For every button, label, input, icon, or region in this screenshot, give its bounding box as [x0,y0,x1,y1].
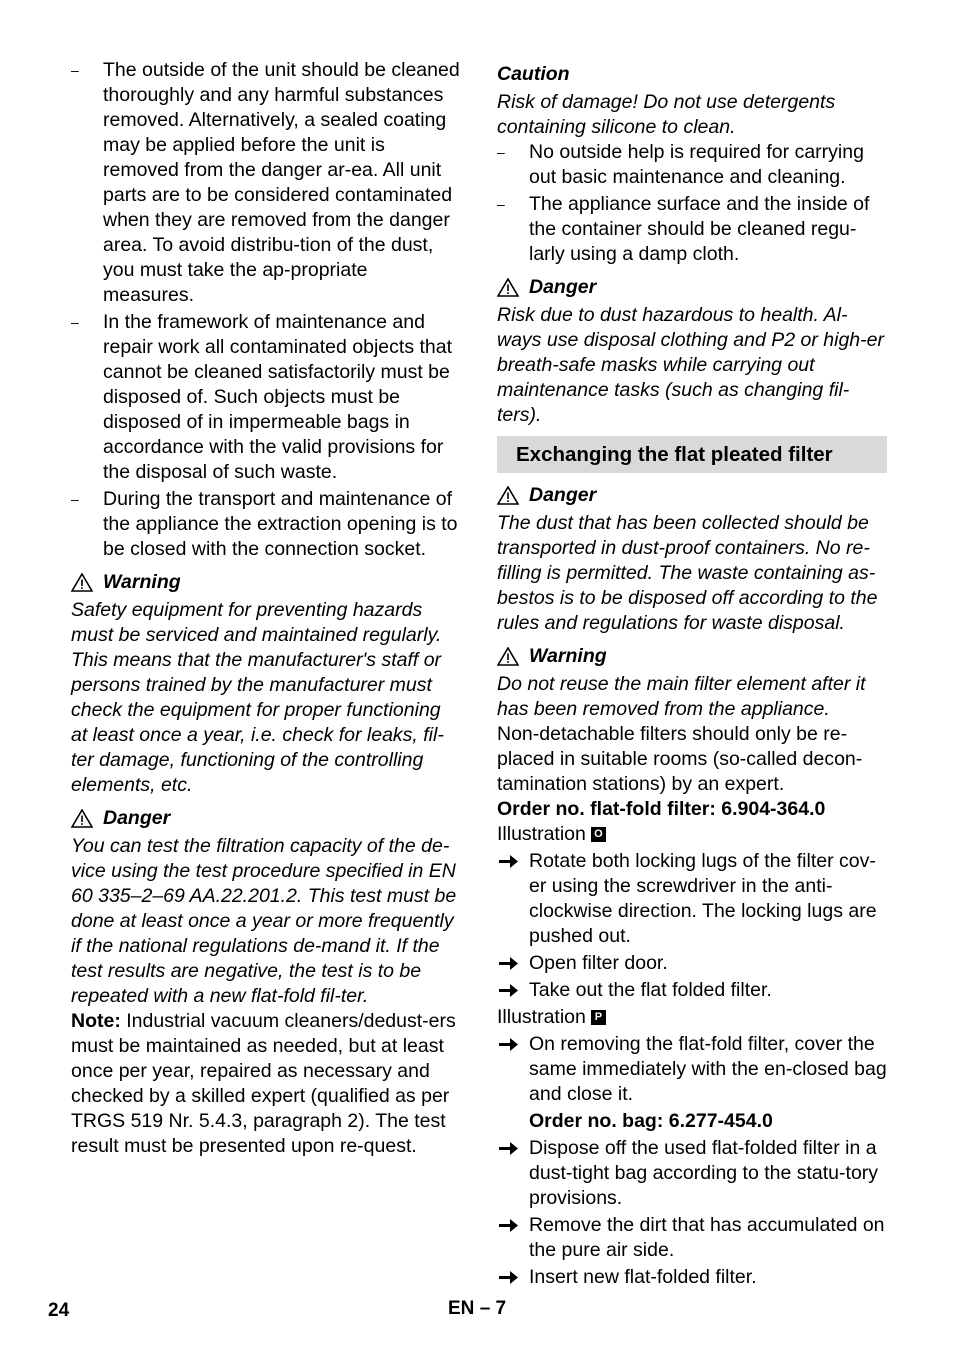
step-text: Open filter door. [529,952,668,974]
warning-heading [497,644,887,669]
illustration-ref [497,1005,887,1030]
dash-bullet: – [497,144,505,160]
danger-title: Danger [529,276,597,298]
warning-heading [71,570,461,595]
danger-heading [497,483,887,508]
illustration-o-icon: O [591,827,606,842]
illustration-p-icon: P [591,1010,606,1025]
danger-title: Danger [529,484,597,506]
step-text: Dispose off the used flat-folded filter in a dust-tight bag according to the statu-tory provisions. [529,1137,879,1209]
step-item [497,849,887,949]
illustration-ref [497,822,887,847]
page-footer-label [448,1296,506,1321]
warning-triangle-icon [497,278,519,297]
warning-text: Safety equipment for preventing hazards must be serviced and maintained regularly. This means that the manufacturer's staff or persons trained by the manufacturer must check the equipment for proper functioning at least once a year, i.e. check for leaks, fil-ter damage, functioning of the controlling elements, etc. [71,599,444,796]
list-item [497,192,887,267]
right-column [497,62,887,1290]
warning-title: Warning [103,571,181,593]
warning-title: Warning [529,645,607,667]
step-item [497,1136,887,1211]
list-item [71,487,461,562]
footer-section-page: 7 [495,1298,507,1319]
danger-title: Danger [103,807,171,829]
warning-triangle-icon [497,647,519,666]
section-heading: Exchanging the flat pleated filter [497,436,887,473]
plain-text: Non-detachable filters should only be re-placed in suitable rooms (so-called decon-tamination stations) by an expert. [497,723,863,795]
footer-sep: – [479,1298,491,1319]
warning-text: Do not reuse the main filter element after it has been removed from the appliance. [497,673,866,720]
arrow-right-icon [497,849,521,874]
step-item [497,1213,887,1263]
dash-bullet: – [497,196,505,212]
illustration-label: Illustration [497,823,586,845]
note-paragraph [71,1009,461,1159]
list-item-text: The appliance surface and the inside of the container should be cleaned regu-larly using a damp cloth. [529,193,870,265]
arrow-right-icon [497,1265,521,1290]
footer-lang: EN [448,1298,475,1319]
caution-text: Risk of damage! Do not use detergents containing silicone to clean. [497,91,836,138]
arrow-right-icon [497,951,521,976]
step-item [497,1032,887,1107]
list-item [71,58,461,308]
order-filter: Order no. flat-fold filter: 6.904-364.0 [497,798,826,820]
step-text: Remove the dirt that has accumulated on the pure air side. [529,1214,885,1261]
list-item-text: In the framework of maintenance and repair work all contaminated objects that cannot be cleaned satisfactorily must be disposed of. Such objects must be disposed of in impermeable bags in accordance with the valid provisions for the disposal of such waste. [103,311,453,483]
step-item [497,978,887,1003]
list-item [497,140,887,190]
arrow-right-icon [497,1213,521,1238]
warning-triangle-icon [497,486,519,505]
danger-heading [71,806,461,831]
list-item [71,310,461,485]
caution-title: Caution [497,63,570,85]
danger-text: You can test the filtration capacity of the de-vice using the test procedure specified in EN 60 335–2–69 AA.22.201.2. This test must be done at least once a year or more frequently if the national regulations de-mand it. If the test results are negative, the test is to be repeated with a new flat-fold fil-ter. [71,835,457,1007]
list-item-text: During the transport and maintenance of the appliance the extraction opening is to be closed with the connection socket. [103,488,458,560]
step-text: Insert new flat-folded filter. [529,1266,757,1288]
list-item-text: No outside help is required for carrying out basic maintenance and cleaning. [529,141,864,188]
danger-text: Risk due to dust hazardous to health. Al-ways use disposal clothing and P2 or high-er breath-safe masks while carrying out maintenance tasks (such as changing fil-ters). [497,304,884,426]
warning-triangle-icon [71,573,93,592]
step-item [497,1265,887,1290]
step-text: Rotate both locking lugs of the filter cov-er using the screwdriver in the anti-clockwise direction. The locking lugs are pushed out. [529,850,877,947]
page-number: 24 [48,1300,70,1321]
danger-text: The dust that has been collected should be transported in dust-proof containers. No re-filling is permitted. The waste containing as-bestos is to be disposed off according to the rules and regulations for waste disposal. [497,512,878,634]
step-text: Take out the flat folded filter. [529,979,772,1001]
arrow-right-icon [497,1136,521,1161]
left-column [71,58,461,1159]
step-text: On removing the flat-fold filter, cover the same immediately with the en-closed bag and close it. [529,1033,887,1105]
list-item-text: The outside of the unit should be cleaned thoroughly and any harmful substances removed. Alternatively, a sealed coating may be applied before the unit is removed from the danger ar-ea. All unit parts are to be considered contaminated when they are removed from the danger area. To avoid distribu-tion of the dust, you must take the ap-propriate measures. [103,59,460,306]
illustration-label: Illustration [497,1006,586,1028]
note-label: Note: [71,1010,121,1032]
danger-heading [497,275,887,300]
arrow-right-icon [497,1032,521,1057]
step-item [497,951,887,976]
dash-bullet: – [71,314,79,330]
arrow-right-icon [497,978,521,1003]
dash-bullet: – [71,491,79,507]
warning-triangle-icon [71,809,93,828]
order-bag: Order no. bag: 6.277-454.0 [529,1110,773,1132]
note-text: Industrial vacuum cleaners/dedust-ers must be maintained as needed, but at least once per year, repaired as necessary and checked by a skilled expert (qualified as per TRGS 519 Nr. 5.4.3, paragraph 2). The test result must be presented upon re-quest. [71,1010,456,1157]
dash-bullet: – [71,62,79,78]
